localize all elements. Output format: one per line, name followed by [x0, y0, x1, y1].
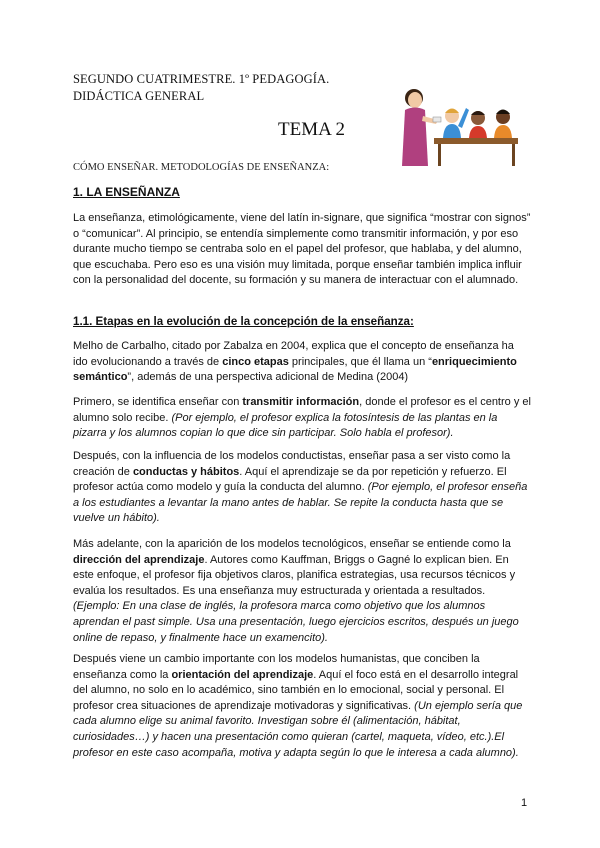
paragraph-5: [73, 537, 531, 646]
p5-bold-direccion: dirección del aprendizaje: [73, 553, 205, 566]
classroom-illustration: [386, 80, 520, 172]
tema-title: TEMA 2: [278, 119, 346, 140]
paragraph-3: [73, 395, 531, 442]
paragraph-2: [73, 339, 531, 386]
p3-bold-transmitir: transmitir información: [242, 396, 360, 408]
p4-bold-conductas: conductas y hábitos: [132, 465, 240, 478]
p2-text-a: Melho de Carbalho, citado por Zabalza en 2004, explica que el concepto de enseñanza ha ido evolucionando a través de: [73, 340, 514, 368]
p5-text-a: Más adelante, con la aparición de los modelos tecnológicos, enseñar se entiende como la: [73, 538, 511, 550]
teacher-figure: [402, 89, 441, 166]
p2-text-c: principales, que él llama un “: [288, 355, 432, 368]
section-title-1: 1. LA ENSEÑANZA: [73, 185, 180, 199]
header-line-2: DIDÁCTICA GENERAL: [73, 89, 205, 103]
p2-text-e: ”, además de una perspectiva adicional de Medina (2004): [127, 371, 409, 384]
subtitle: CÓMO ENSEÑAR. METODOLOGÍAS DE ENSEÑANZA:: [73, 162, 330, 173]
p4-text-c: . Aquí el aprendizaje se da por repetición y refuerzo. El profesor actúa como modelo y guía la conducta del alumno.: [73, 465, 507, 494]
p4-text-a: Después, con la influencia de los modelos conductistas, enseñar pasa a ser visto como la creación de: [73, 450, 511, 478]
header-line-1: SEGUNDO CUATRIMESTRE. 1º PEDAGOGÍA.: [73, 72, 330, 86]
paragraph-1: La enseñanza, etimológicamente, viene del latín in-signare, que significa “mostrar con signos” o “comunicar”. Al principio, se entendía simplemente como transmitir información, y por eso durante mucho tiempo se centraba solo en el papel del profesor, que hablaba, y del alumno, que escuchaba. Pero eso es una visión muy limitada, porque enseñar también implica influir con la personalidad del docente, su formación y su manera de interactuar con el alumnado.: [73, 212, 531, 287]
section-title-1-1: 1.1. Etapas en la evolución de la concepción de la enseñanza:: [73, 315, 414, 328]
student-figure-1: [443, 108, 469, 138]
p3-text-a: Primero, se identifica enseñar con: [73, 396, 243, 408]
p5-example: (Ejemplo: En una clase de inglés, la profesora marca como objetivo que los alumnos aprendan el past simple. Usa una presentación, luego ejercicios escritos, después un juego online de repaso, y finalmente hace un examencito).: [73, 600, 519, 644]
student-figure-3: [494, 110, 512, 139]
paragraph-4: [73, 449, 531, 527]
p6-bold-orientacion: orientación del aprendizaje: [171, 668, 314, 681]
p2-bold-cinco-etapas: cinco etapas: [222, 355, 289, 368]
p6-text-a: Después viene un cambio importante con los modelos humanistas, que conciben la enseñanza como la: [73, 653, 480, 681]
p6-example: (Un ejemplo sería que cada alumno elige su animal favorito. Investigan sobre él (alimentación, hábitat, curiosidades…) y hacen una presentación como quieran (cartel, maqueta, vídeo, etc.).El profesor en este caso acompaña, motiva y adapta según lo que le interesa a cada alumno).: [73, 699, 523, 759]
p2-bold-enriquecimiento: enriquecimiento semántico: [73, 355, 517, 384]
paragraph-6: [73, 652, 531, 761]
student-figure-2: [469, 111, 487, 138]
p3-example: (Por ejemplo, el profesor explica la fotosíntesis de las plantas en la pizarra y los alumnos copian lo que dice sin participar. Solo habla el profesor).: [73, 411, 498, 440]
p6-text-c: . Aquí el foco está en el desarrollo integral del alumno, no solo en lo académico, sino también en lo emocional, social y personal. El profesor crea situaciones de aprendizaje motivadoras y significativas.: [73, 668, 519, 712]
p5-text-c: . Autores como Kauffman, Briggs o Gagné lo explican bien. En este enfoque, el profesor fija objetivos claros, planifica estrategias, usa recursos técnicos y evalúa los resultados. Es una enseñanza muy estructurada y orientada a resultados.: [73, 553, 516, 597]
p4-example: (Por ejemplo, el profesor enseña a los estudiantes a levantar la mano antes de hablar. Se repite la conducta hasta que se vuelve un hábito).: [73, 481, 528, 525]
page-number: 1: [521, 797, 528, 809]
p3-text-c: , donde el profesor es el centro y el alumno solo recibe.: [73, 396, 531, 424]
